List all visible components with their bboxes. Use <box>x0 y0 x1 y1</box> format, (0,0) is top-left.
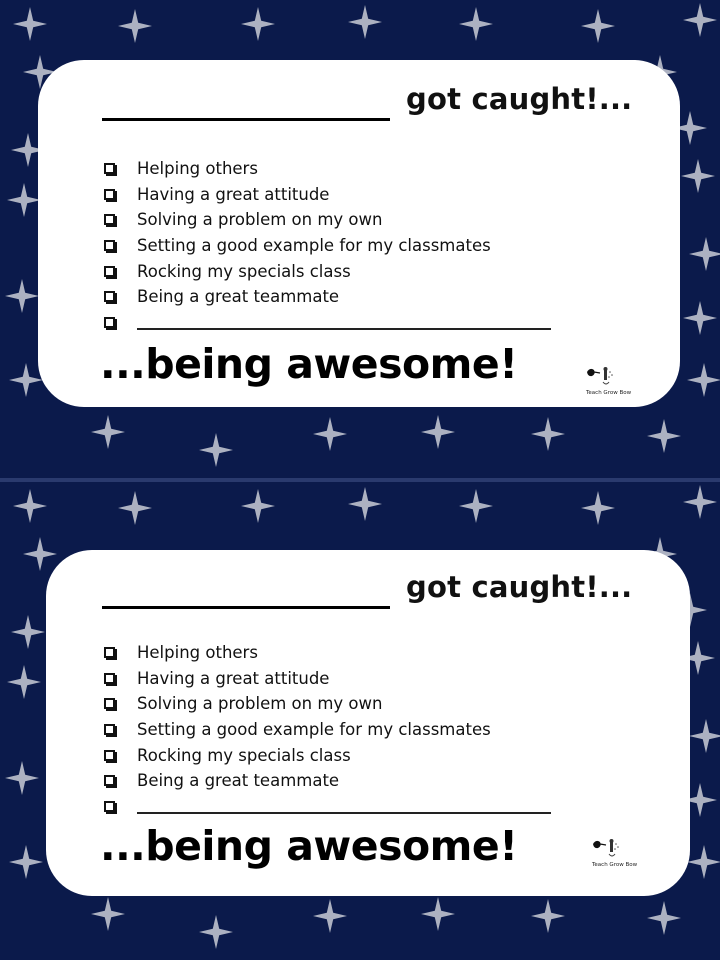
headline: got caught!... <box>406 570 633 604</box>
star-icon <box>683 485 717 519</box>
checklist-item[interactable] <box>104 768 551 794</box>
checklist-item[interactable] <box>104 691 551 717</box>
checklist-item[interactable] <box>104 284 551 310</box>
checklist-item[interactable] <box>104 742 551 768</box>
checklist-item-blank[interactable] <box>104 310 551 336</box>
closing-text: ...being awesome! <box>100 822 518 870</box>
logo-text: Teach Grow Bow <box>592 862 638 868</box>
star-icon <box>91 897 125 931</box>
star-icon <box>531 417 565 451</box>
star-icon <box>421 897 455 931</box>
checklist-item[interactable] <box>104 233 551 259</box>
checklist-item-label: Helping others <box>137 643 258 663</box>
checklist-item[interactable] <box>104 258 551 284</box>
star-icon <box>531 899 565 933</box>
star-icon <box>5 279 39 313</box>
star-icon <box>118 491 152 525</box>
star-icon <box>91 415 125 449</box>
checkbox-icon[interactable] <box>104 317 115 328</box>
star-icon <box>647 901 681 935</box>
star-icon <box>13 7 47 41</box>
star-icon <box>348 5 382 39</box>
star-icon <box>9 845 43 879</box>
closing-text: ...being awesome! <box>100 340 518 388</box>
checkbox-icon[interactable] <box>104 189 115 200</box>
checkbox-icon[interactable] <box>104 775 115 786</box>
star-icon <box>581 9 615 43</box>
checklist-item[interactable] <box>104 156 551 182</box>
checklist-item[interactable] <box>104 182 551 208</box>
watering-can-icon <box>590 836 650 864</box>
star-icon <box>459 7 493 41</box>
watering-can-icon <box>584 364 644 392</box>
star-icon <box>459 489 493 523</box>
caught-card <box>46 550 690 896</box>
star-icon <box>199 915 233 949</box>
star-icon <box>683 301 717 335</box>
checklist <box>104 640 551 819</box>
star-icon <box>313 899 347 933</box>
star-icon <box>348 487 382 521</box>
checklist-item-label: Setting a good example for my classmates <box>137 720 491 740</box>
star-icon <box>647 419 681 453</box>
star-icon <box>241 489 275 523</box>
checkbox-icon[interactable] <box>104 801 115 812</box>
star-icon <box>13 489 47 523</box>
name-blank-line <box>102 606 390 609</box>
checklist <box>104 156 551 335</box>
checkbox-icon[interactable] <box>104 647 115 658</box>
checklist-item-label: Solving a problem on my own <box>137 210 383 230</box>
star-icon <box>11 615 45 649</box>
star-icon <box>241 7 275 41</box>
star-icon <box>581 491 615 525</box>
checklist-item-label: Having a great attitude <box>137 184 330 204</box>
star-icon <box>7 183 41 217</box>
logo <box>584 364 644 400</box>
checklist-item[interactable] <box>104 207 551 233</box>
checklist-item-label: Solving a problem on my own <box>137 694 383 714</box>
checkbox-icon[interactable] <box>104 698 115 709</box>
checklist-item-label: Setting a good example for my classmates <box>137 236 491 256</box>
star-icon <box>421 415 455 449</box>
logo <box>590 836 650 872</box>
write-in-blank-line <box>137 328 551 330</box>
checkbox-icon[interactable] <box>104 240 115 251</box>
star-icon <box>199 433 233 467</box>
star-icon <box>23 537 57 571</box>
star-icon <box>118 9 152 43</box>
star-icon <box>689 237 720 271</box>
checkbox-icon[interactable] <box>104 266 115 277</box>
checklist-item-label: Rocking my specials class <box>137 261 351 281</box>
checklist-item[interactable] <box>104 666 551 692</box>
star-icon <box>5 761 39 795</box>
star-icon <box>687 363 720 397</box>
star-icon <box>681 159 715 193</box>
name-blank-line <box>102 118 390 121</box>
star-icon <box>313 417 347 451</box>
checkbox-icon[interactable] <box>104 724 115 735</box>
star-icon <box>689 719 720 753</box>
checklist-item-label: Helping others <box>137 159 258 179</box>
logo-text: Teach Grow Bow <box>586 390 632 396</box>
caught-card <box>38 60 680 407</box>
star-icon <box>687 845 720 879</box>
checkbox-icon[interactable] <box>104 673 115 684</box>
checklist-item-blank[interactable] <box>104 794 551 820</box>
checklist-item-label: Being a great teammate <box>137 771 340 791</box>
checkbox-icon[interactable] <box>104 214 115 225</box>
card-panel-top <box>0 0 720 478</box>
write-in-blank-line <box>137 812 551 814</box>
card-panel-bottom <box>0 482 720 960</box>
checklist-item-label: Having a great attitude <box>137 668 330 688</box>
star-icon <box>683 3 717 37</box>
checklist-item[interactable] <box>104 717 551 743</box>
checkbox-icon[interactable] <box>104 291 115 302</box>
star-icon <box>7 665 41 699</box>
checklist-item[interactable] <box>104 640 551 666</box>
checklist-item-label: Rocking my specials class <box>137 745 351 765</box>
checkbox-icon[interactable] <box>104 750 115 761</box>
checkbox-icon[interactable] <box>104 163 115 174</box>
headline: got caught!... <box>406 82 633 116</box>
checklist-item-label: Being a great teammate <box>137 287 340 307</box>
